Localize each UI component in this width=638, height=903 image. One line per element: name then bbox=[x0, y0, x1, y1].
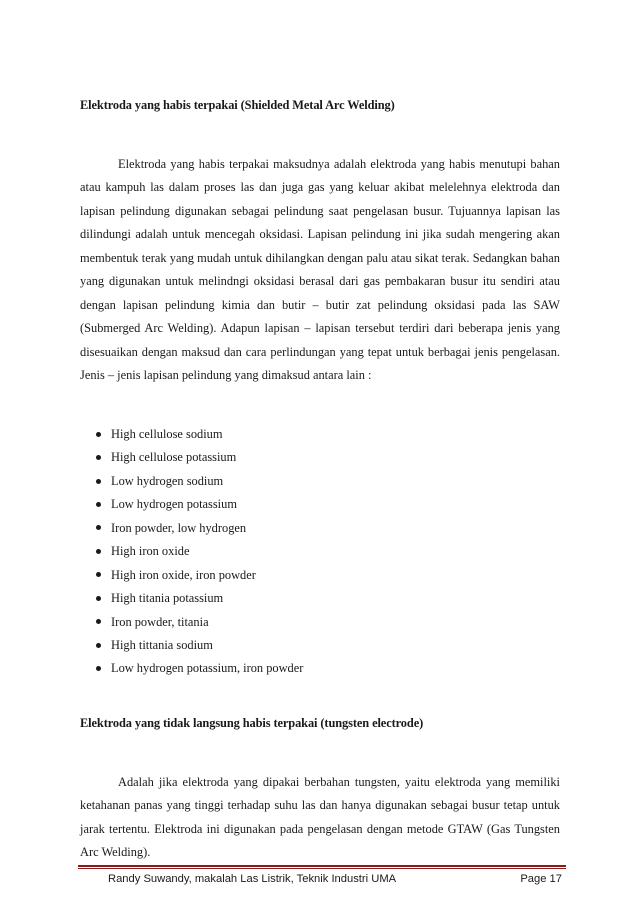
list-item bbox=[96, 446, 303, 469]
footer-divider-thin bbox=[78, 868, 566, 869]
list-item-label: High titania potassium bbox=[111, 591, 224, 606]
list-item-label: Iron powder, titania bbox=[111, 614, 209, 629]
bullet-icon bbox=[96, 502, 101, 507]
list-item-label: High iron oxide, iron powder bbox=[111, 567, 256, 582]
list-item bbox=[96, 540, 303, 563]
paragraph-tungsten-electrode bbox=[80, 771, 560, 865]
bullet-icon bbox=[96, 572, 101, 577]
paragraph-text: Elektroda yang habis terpakai maksudnya adalah elektroda yang habis menutupi bahan atau kampuh las dalam proses las dan juga gas yang keluar akibat melelehnya elektroda dan lapisan pelindung digunakan sebagai pelindung saat pengelasan busur. Tujuannya lapisan las dilindungi adalah untuk mencegah oksidasi. Lapisan pelindung ini jika sudah mengering akan membentuk terak yang mudah untuk dihilangkan dengan palu atau sikat terak. Sedangkan bahan yang digunakan untuk melindngi oksidasi berasal dari gas pembakaran busur itu sendiri atau dengan lapisan pelindung kimia dan butir – butir zat pelindung oksidasi pada las SAW (Submerged Arc Welding). Adapun lapisan – lapisan tersebut terdiri dari beberapa jenis yang disesuaikan dengan maksud dan cara perlindungan yang tepat untuk berbagai jenis pengelasan. Jenis – jenis lapisan pelindung yang dimaksud antara lain : bbox=[80, 157, 560, 383]
list-item bbox=[96, 564, 303, 587]
bullet-icon bbox=[96, 666, 101, 671]
bullet-icon bbox=[96, 455, 101, 460]
list-item bbox=[96, 657, 303, 680]
bullet-icon bbox=[96, 643, 101, 648]
list-item-label: High cellulose potassium bbox=[111, 450, 237, 465]
footer-divider-thick bbox=[78, 865, 566, 867]
bullet-icon bbox=[96, 525, 101, 530]
section-heading-tungsten-electrode: Elektroda yang tidak langsung habis terpakai (tungsten electrode) bbox=[80, 716, 424, 730]
list-item-label: Low hydrogen sodium bbox=[111, 473, 224, 488]
list-item bbox=[96, 517, 303, 540]
list-item-label: High cellulose sodium bbox=[111, 427, 223, 441]
bullet-icon bbox=[96, 619, 101, 624]
bullet-icon bbox=[96, 479, 101, 484]
list-item bbox=[96, 470, 303, 493]
list-item bbox=[96, 587, 303, 610]
bullet-icon bbox=[96, 549, 101, 554]
paragraph-text: Adalah jika elektroda yang dipakai berbahan tungsten, yaitu elektroda yang memiliki ketahanan panas yang tinggi terhadap suhu las dan hanya digunakan sebagai busur tetap untuk jarak tertentu. Elektroda ini digunakan pada pengelasan dengan metode GTAW (Gas Tungsten Arc Welding). bbox=[80, 775, 560, 860]
list-item bbox=[96, 634, 303, 657]
list-item-label: Low hydrogen potassium, iron powder bbox=[111, 661, 304, 676]
page-number: Page 17 bbox=[520, 873, 562, 885]
list-item-label: High tittania sodium bbox=[111, 637, 213, 652]
bullet-icon bbox=[96, 596, 101, 601]
list-item-label: Low hydrogen potassium bbox=[111, 497, 237, 512]
bullet-icon bbox=[96, 432, 101, 437]
list-item bbox=[96, 611, 303, 634]
coating-types-list bbox=[96, 423, 303, 681]
list-item-label: Iron powder, low hydrogen bbox=[111, 520, 247, 535]
list-item-label: High iron oxide bbox=[111, 544, 190, 559]
list-item bbox=[96, 493, 303, 516]
paragraph-consumable-electrode bbox=[80, 153, 560, 388]
list-item bbox=[96, 423, 303, 446]
section-heading-consumable-electrode: Elektroda yang habis terpakai (Shielded Metal Arc Welding) bbox=[80, 98, 395, 112]
footer-author-text: Randy Suwandy, makalah Las Listrik, Teknik Industri UMA bbox=[108, 873, 397, 885]
